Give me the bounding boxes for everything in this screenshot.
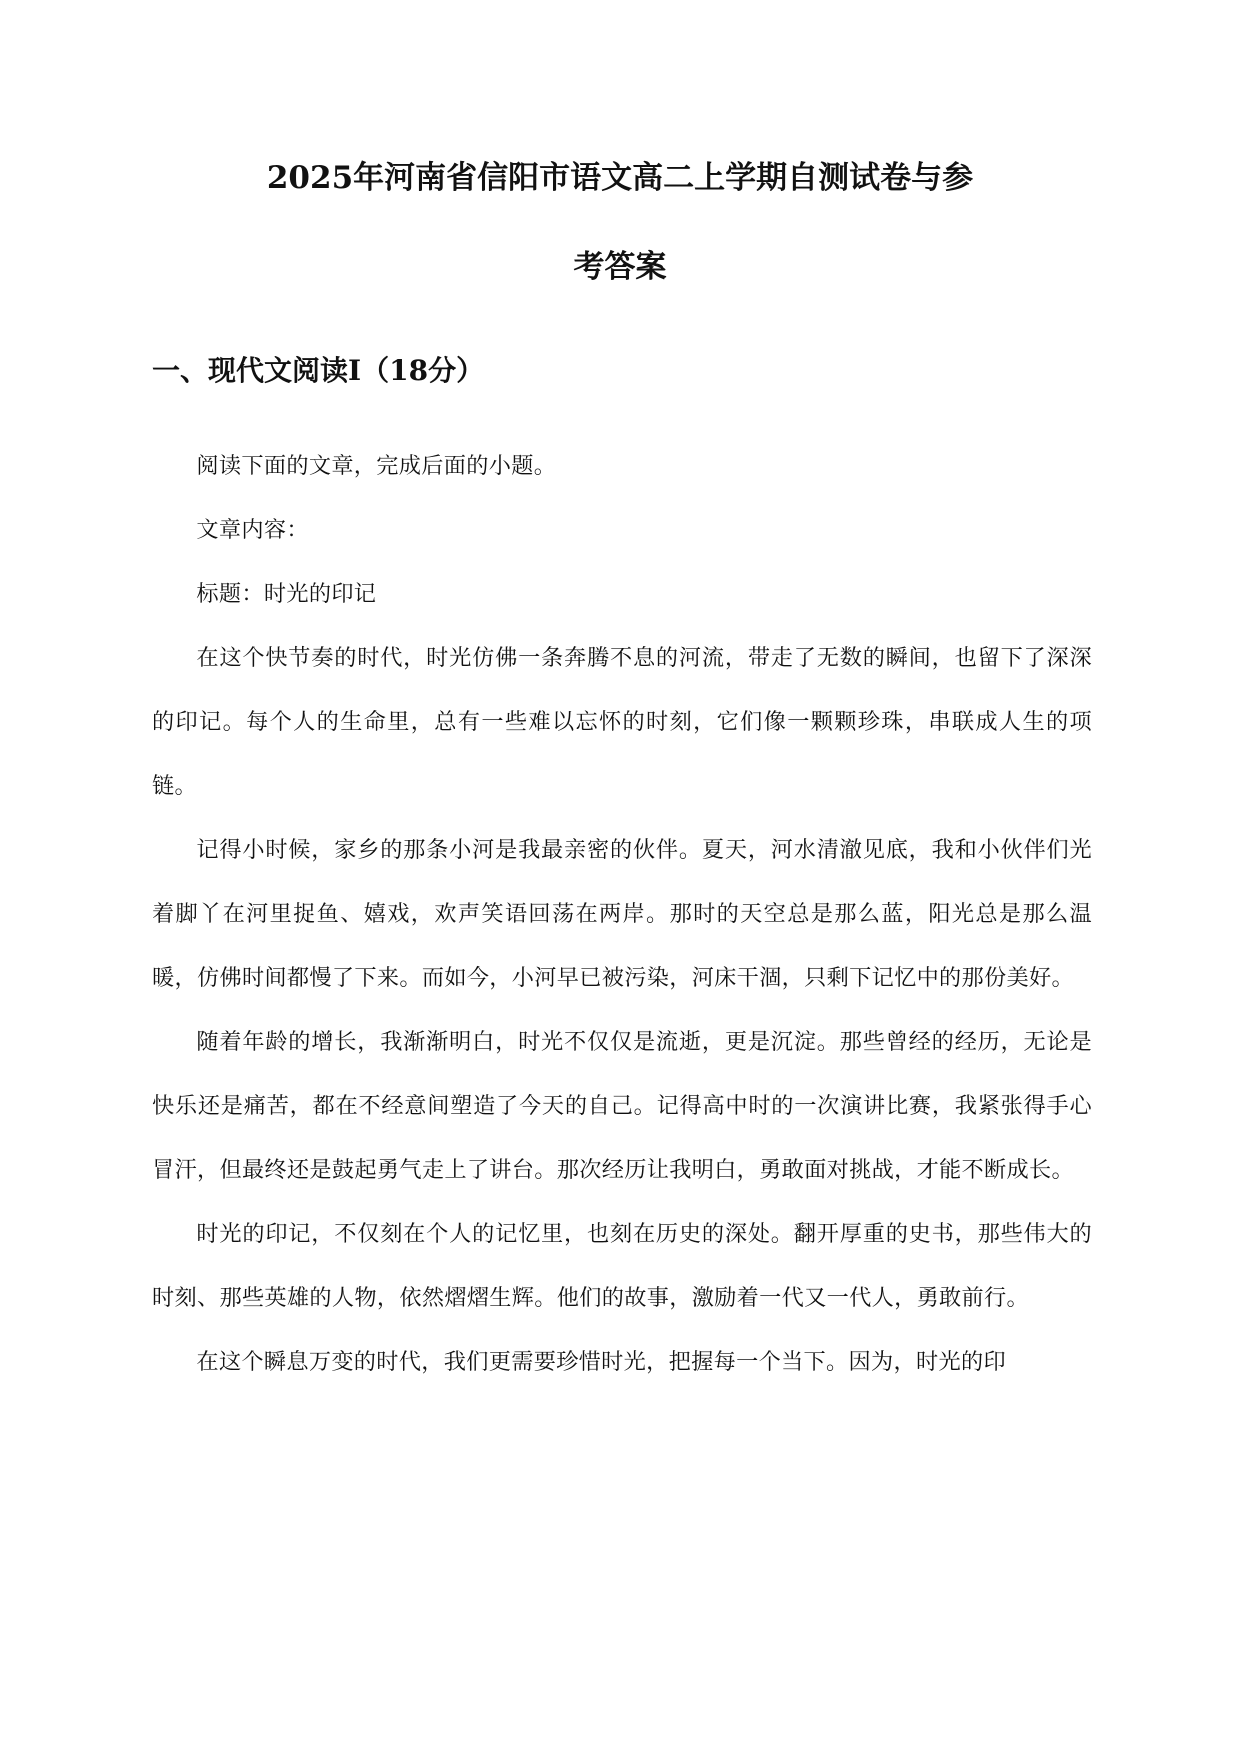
document-title-line-2: 考答案 <box>573 249 667 285</box>
article-title-label: 标题：时光的印记 <box>196 581 377 607</box>
content-label: 文章内容： <box>196 517 309 543</box>
article-paragraph-3: 随着年龄的增长，我渐渐明白，时光不仅仅是流逝，更是沉淀。那些曾经的经历，无论是快乐还是痛苦，都在不经意间塑造了今天的自己。记得高中时的一次演讲比赛，我紧张得手心冒汗，但最终还是鼓起勇气走上了讲台。那次经历让我明白，勇敢面对挑战，才能不断成长。 <box>152 1029 1092 1183</box>
document-title-line-1: 2025年河南省信阳市语文高二上学期自测试卷与参 <box>266 160 974 196</box>
article-paragraph-1: 在这个快节奏的时代，时光仿佛一条奔腾不息的河流，带走了无数的瞬间，也留下了深深的印记。每个人的生命里，总有一些难以忘怀的时刻，它们像一颗颗珍珠，串联成人生的项链。 <box>152 645 1092 799</box>
article-paragraph-5: 在这个瞬息万变的时代，我们更需要珍惜时光，把握每一个当下。因为，时光的印 <box>196 1349 1006 1375</box>
instruction-text: 阅读下面的文章，完成后面的小题。 <box>196 453 557 479</box>
section-content <box>152 434 1092 1394</box>
section-heading: 一、现代文阅读Ⅰ（18分） <box>152 354 485 387</box>
article-paragraph-4: 时光的印记，不仅刻在个人的记忆里，也刻在历史的深处。翻开厚重的史书，那些伟大的时刻、那些英雄的人物，依然熠熠生辉。他们的故事，激励着一代又一代人，勇敢前行。 <box>152 1221 1092 1311</box>
article-paragraph-2: 记得小时候，家乡的那条小河是我最亲密的伙伴。夏天，河水清澈见底，我和小伙伴们光着脚丫在河里捉鱼、嬉戏，欢声笑语回荡在两岸。那时的天空总是那么蓝，阳光总是那么温暖，仿佛时间都慢了下来。而如今，小河早已被污染，河床干涸，只剩下记忆中的那份美好。 <box>152 837 1092 991</box>
